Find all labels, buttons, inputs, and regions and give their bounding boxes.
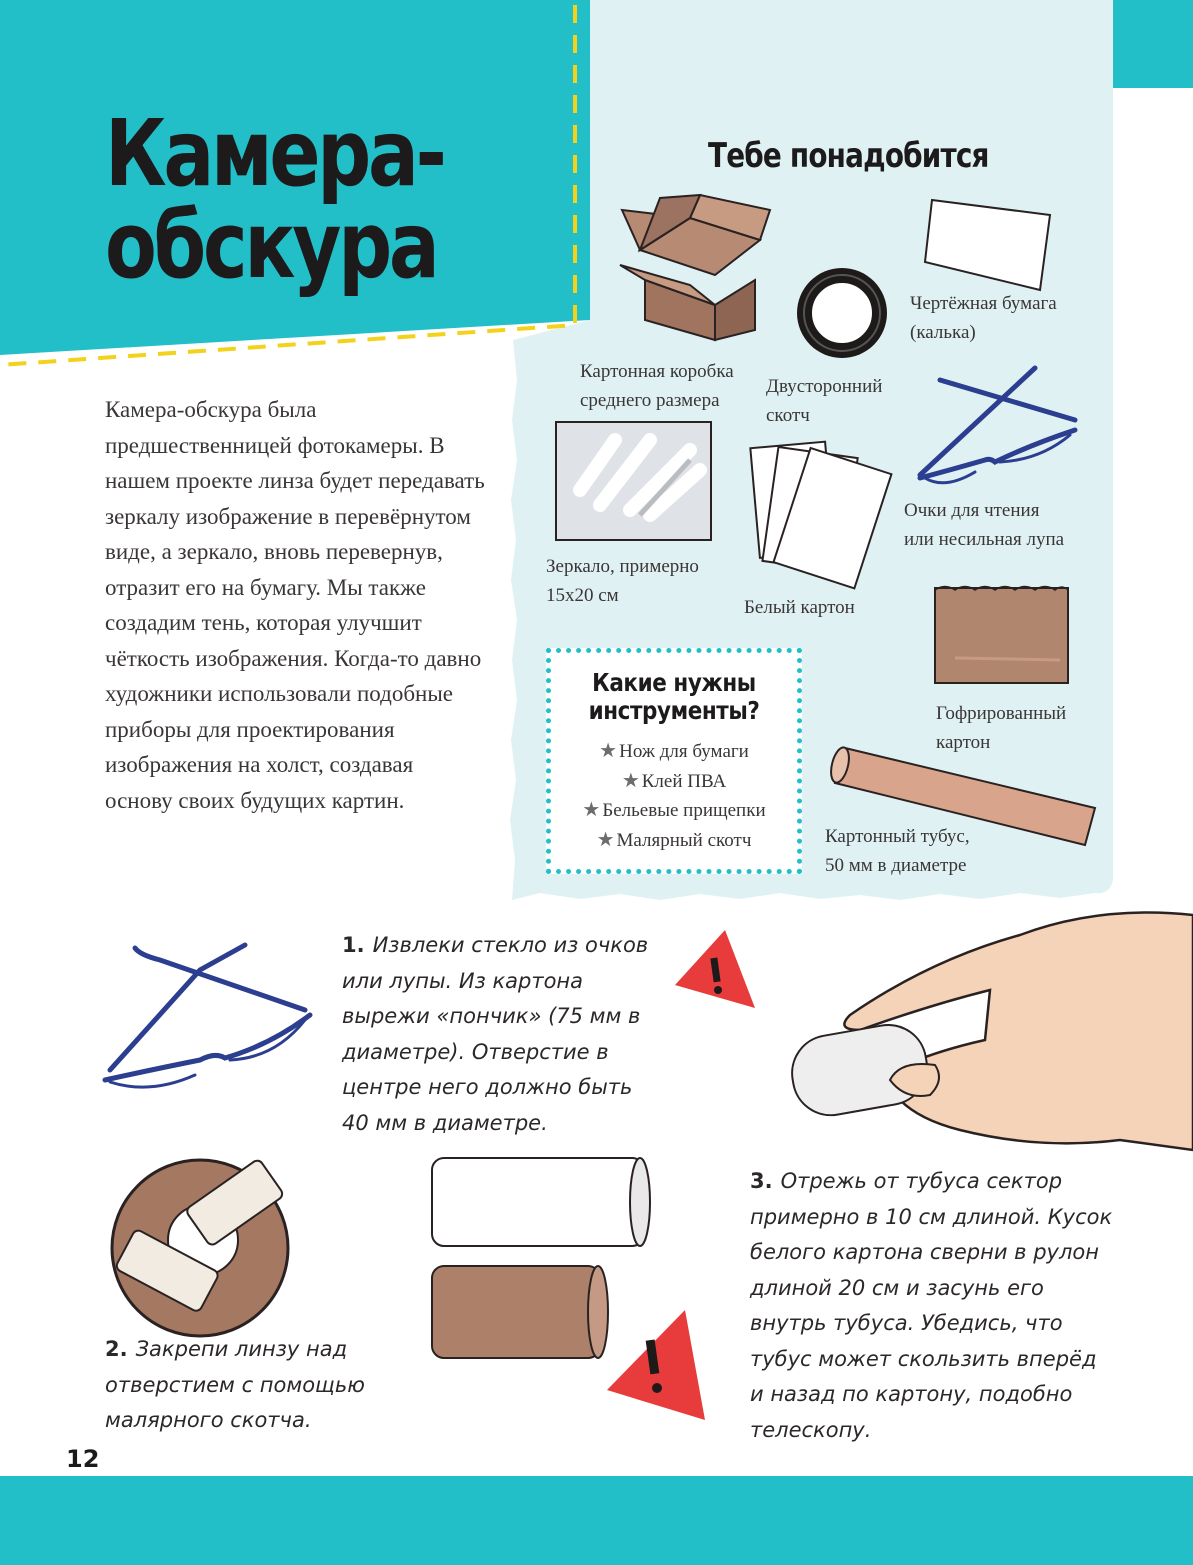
page-number: 12 [66, 1445, 100, 1473]
white-tube-icon [432, 1158, 650, 1246]
step-text: телескопу. [750, 1417, 872, 1442]
label-line: Двусторонний [766, 376, 883, 397]
step-text: Отрежь от тубуса сектор [780, 1169, 1063, 1193]
step-text: внутрь тубуса. Убедись, что [750, 1311, 1063, 1335]
star-icon: ★ [621, 769, 640, 792]
step-number: 3. [750, 1169, 773, 1193]
label-glasses [904, 496, 1064, 554]
label-line: 15x20 см [546, 585, 619, 606]
step-text: 40 мм в диаметре. [342, 1110, 548, 1135]
step-1 [342, 928, 648, 1141]
label-line: картон [936, 732, 991, 753]
step-text: длиной 20 см и засунь его [750, 1275, 1044, 1300]
materials-heading: Тебе понадобится [708, 136, 989, 176]
label-line: Картонная коробка [580, 361, 734, 382]
step-text: центре него должно быть [342, 1075, 633, 1099]
step1-glasses-icon [105, 945, 310, 1087]
tools-heading [568, 669, 780, 725]
corrugated-cardboard-icon [935, 587, 1068, 684]
cardboard-donut-icon [112, 1158, 288, 1336]
tool-label: Нож для бумаги [619, 741, 749, 762]
step-line [105, 1332, 365, 1368]
tools-heading-line: Какие нужны [592, 668, 756, 697]
label-line: среднего размера [580, 390, 720, 411]
label-line: или несильная лупа [904, 529, 1065, 550]
label-line: Гофрированный [936, 703, 1067, 724]
label-line: 50 мм в диаметре [825, 855, 967, 876]
tool-label: Малярный скотч [616, 829, 752, 851]
tools-heading-line: инструменты? [588, 696, 760, 725]
step-number: 1. [342, 933, 365, 957]
page-title-line-2: обскура [105, 192, 437, 299]
bottom-band [0, 1476, 1193, 1565]
label-line: Белый картон [744, 597, 855, 618]
step-number: 2. [105, 1337, 128, 1361]
label-cardboard-tube [825, 822, 970, 880]
tool-item [551, 796, 797, 826]
step-text: отверстием с помощью [105, 1372, 365, 1397]
tool-item [551, 826, 797, 856]
star-icon: ★ [582, 799, 601, 821]
step-text: диаметре). Отверстие в [342, 1039, 609, 1064]
step-text: малярного скотча. [105, 1408, 312, 1432]
step-3 [750, 1164, 1112, 1448]
mirror-icon [556, 422, 711, 540]
label-line: Зеркало, примерно [546, 556, 699, 577]
star-icon: ★ [596, 828, 615, 851]
intro-text: Камера-обскура была предшественницей фотокамеры. В нашем проекте линза будет передавать зеркалу изображение в перевёрнутом виде, а зеркало, вновь перевернув, отразит его на бумагу. Мы также создадим тень, которая улучшит чёткость изображения. Когда-то давно художники использовали подобные приборы для проектирования изображения на холст, создавая основу своих будущих картин. [105, 397, 485, 813]
warning-icon-2 [607, 1310, 705, 1420]
star-icon: ★ [599, 740, 618, 762]
step-text: вырежи «пончик» (75 мм в [342, 1004, 641, 1028]
warning-icon-1 [675, 930, 755, 1008]
label-line: скотч [766, 405, 810, 426]
brown-tube-icon [432, 1266, 608, 1358]
step-text: примерно в 10 см длиной. Кусок [750, 1204, 1113, 1229]
tool-label: Клей ПВА [641, 770, 727, 792]
label-cardboard-box [580, 357, 734, 415]
label-line: Картонный тубус, [825, 826, 970, 847]
step-text: Извлеки стекло из очков [372, 933, 649, 957]
tape-roll-icon [797, 268, 887, 358]
tools-list [551, 737, 797, 855]
step-2 [105, 1332, 365, 1439]
label-line: Чертёжная бумага [910, 293, 1057, 314]
label-corrugated-cardboard [936, 699, 1066, 757]
tools-box [546, 648, 802, 874]
step-text: белого картона сверни в рулон [750, 1240, 1099, 1264]
step-text: или лупы. Из картона [342, 968, 584, 993]
label-tracing-paper [910, 289, 1057, 347]
tracing-paper-icon [925, 200, 1050, 290]
tool-item [551, 767, 797, 797]
label-white-cardboard [744, 593, 855, 622]
step-text: Закрепи линзу над [135, 1337, 348, 1361]
tool-item [551, 737, 797, 767]
page-title-line-1: Камера- [105, 100, 444, 207]
step-text: тубус может скользить вперёд [750, 1346, 1097, 1371]
label-mirror [546, 552, 699, 610]
hand-icon [786, 913, 1193, 1151]
reading-glasses-icon [920, 368, 1075, 483]
tool-label: Бельевые прищепки [602, 800, 766, 821]
step-line [342, 928, 648, 964]
label-tape [766, 372, 882, 430]
cardboard-box-icon [620, 195, 770, 340]
label-line: (калька) [910, 322, 976, 343]
step-line [750, 1164, 1112, 1200]
label-line: Очки для чтения [904, 500, 1040, 521]
white-cardboard-icon [750, 442, 891, 589]
step-text: и назад по картону, подобно [750, 1382, 1073, 1406]
